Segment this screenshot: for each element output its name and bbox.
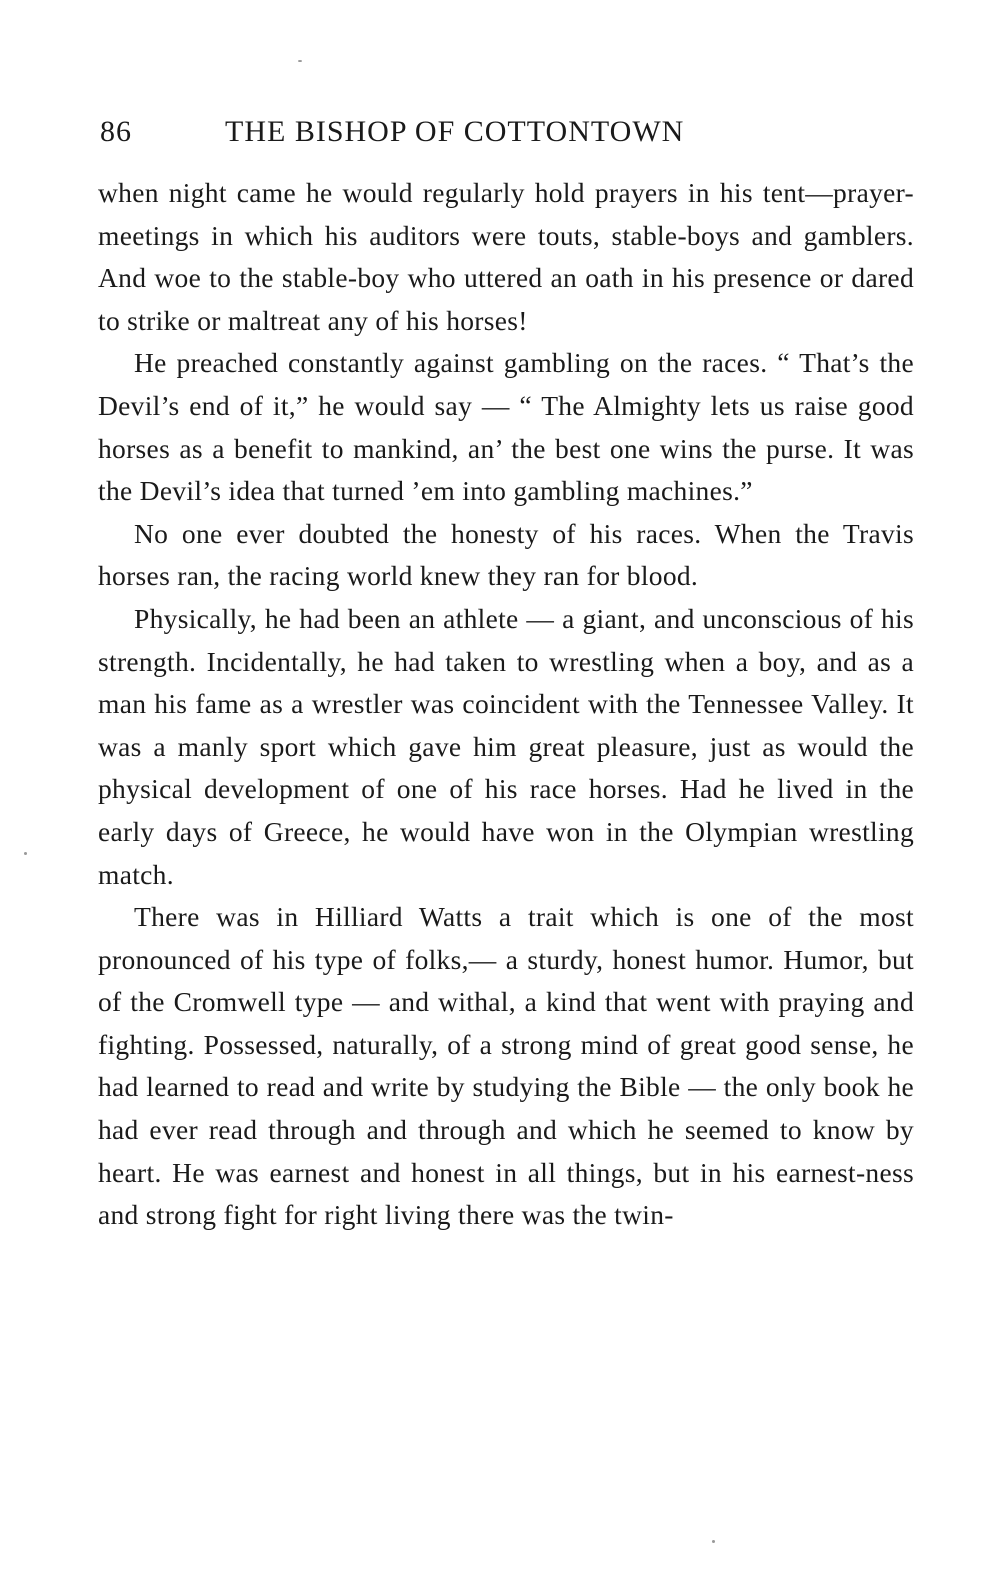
paragraph: There was in Hilliard Watts a trait which is one of the most pronounced of his type of folks,— a sturdy, honest humor. Humor, but of the Cromwell type — and withal, a kind that went with praying and fighting. Possessed, naturally, of a strong mind of great good sense, he had learned to read and write by studying the Bible — the only book he had ever read through and through and which he seemed to know by heart. He was earnest and honest in all things, but in his earnest-ness and strong fight for right living there was the twin- (98, 901, 914, 1231)
paragraph: when night came he would regularly hold prayers in his tent—prayer-meetings in which his auditors were touts, stable-boys and gamblers. And woe to the stable-boy who uttered an oath in his presence or dared to strike or maltreat any of his horses! (98, 177, 914, 336)
book-title: THE BISHOP OF COTTONTOWN (225, 115, 685, 148)
paper-speck (24, 852, 27, 855)
body-text (98, 172, 914, 1237)
paper-speck (712, 1540, 715, 1543)
paragraph: No one ever doubted the honesty of his races. When the Travis horses ran, the racing world knew they ran for blood. (98, 517, 914, 592)
paragraph: He preached constantly against gambling on the races. “ That’s the Devil’s end of it,” he would say — “ The Almighty lets us raise good horses as a benefit to mankind, an’ the best one wins the purse. It was the Devil’s idea that turned ’em into gambling machines.” (98, 347, 914, 507)
page-number: 86 (100, 115, 132, 148)
paper-speck (298, 60, 302, 62)
paragraph: Physically, he had been an athlete — a giant, and unconscious of his strength. Incidentally, he had taken to wrestling when a boy, and as a man his fame as a wrestler was coincident with the Tennessee Valley. It was a manly sport which gave him great pleasure, just as would the physical development of one of his race horses. Had he lived in the early days of Greece, he would have won in the Olympian wrestling match. (98, 602, 914, 890)
running-head (100, 112, 920, 152)
